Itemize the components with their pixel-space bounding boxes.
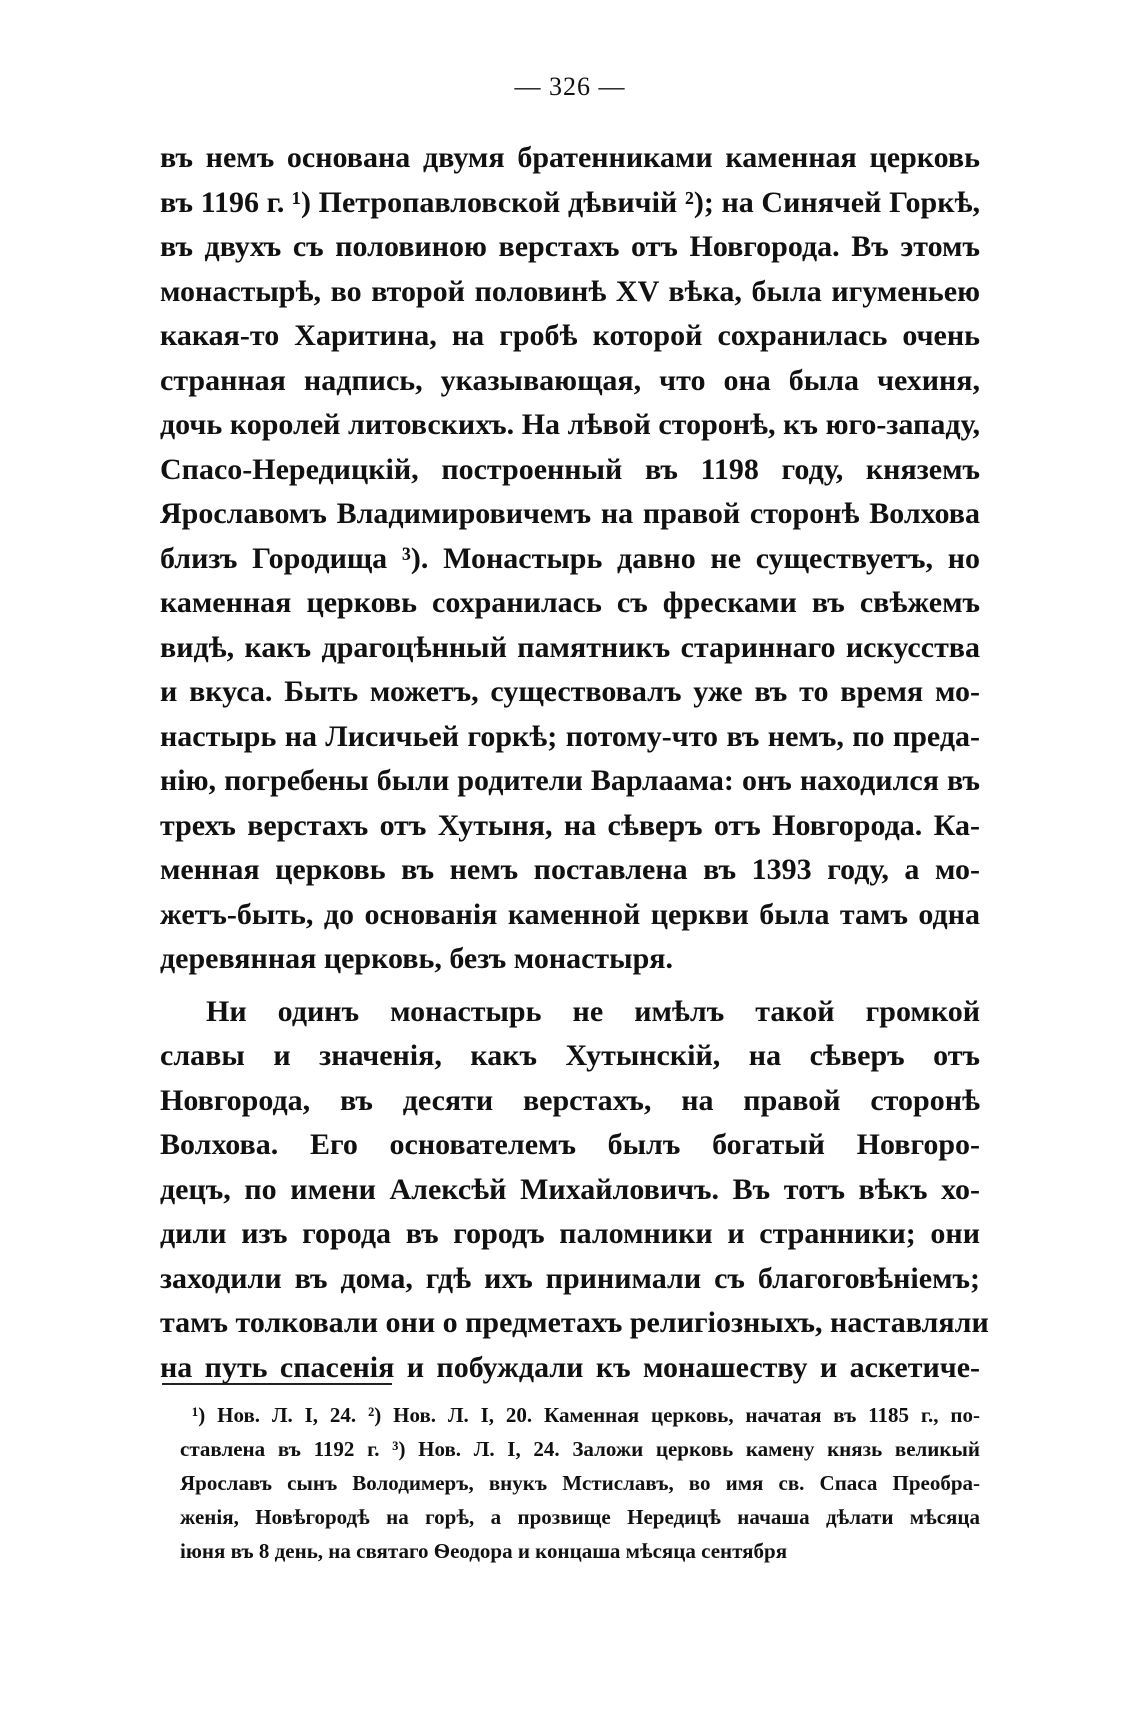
text-line: Волхова. Его основателемъ былъ богатый Новгоро- xyxy=(160,1128,980,1161)
text-line: въ двухъ съ половиною верстахъ отъ Новгорода. Въ этомъ xyxy=(160,230,980,263)
text-line: на путь спасенія и побуждали къ монашеству и аскетиче- xyxy=(160,1350,980,1384)
text-line: дочь королей литовскихъ. На лѣвой сторонѣ, къ юго-западу, xyxy=(160,408,980,441)
text-line: странная надпись, указывающая, что она была чехиня, xyxy=(160,363,980,397)
text-line: славы и значенія, какъ Хутынскій, на сѣверъ отъ xyxy=(160,1039,980,1072)
text-line: какая-то Харитина, на гробѣ которой сохранилась очень xyxy=(160,319,980,352)
text-line: близъ Городища ³). Монастырь давно не существуетъ, но xyxy=(160,541,980,575)
page-number: — 326 — xyxy=(514,72,626,101)
text-line: деревянная церковь, безъ монастыря. xyxy=(160,942,673,975)
footnote-line: Ярославъ сынъ Володимеръ, внукъ Мстиславъ, во имя св. Спаса Преобра- xyxy=(180,1471,980,1495)
text-line: монастырѣ, во второй половинѣ XV вѣка, была игуменьею xyxy=(160,274,980,308)
text-line: Ни одинъ монастырь не имѣлъ такой громкой xyxy=(206,994,980,1028)
text-line: дили изъ города въ городъ паломники и странники; они xyxy=(160,1217,980,1250)
text-line: каменная церковь сохранилась съ фресками въ свѣжемъ xyxy=(160,586,980,619)
footnote-divider xyxy=(162,1383,392,1385)
text-line: настырь на Лисичьей горкѣ; потому-что въ немъ, по преда- xyxy=(160,719,980,753)
text-line: трехъ верстахъ отъ Хутыня, на сѣверъ отъ Новгорода. Ка- xyxy=(160,808,980,842)
paragraph-2 xyxy=(160,990,989,1391)
text-line: децъ, по имени Алексѣй Михайловичъ. Въ тотъ вѣкъ хо- xyxy=(160,1172,980,1206)
footnote-line: ставлена въ 1192 г. ³) Нов. Л. I, 24. Заложи церковь камену князь великый xyxy=(180,1437,980,1461)
text-line: въ немъ основана двумя братенниками каменная церковь xyxy=(160,141,980,174)
footnote-line: ¹) Нов. Л. I, 24. ²) Нов. Л. I, 20. Каменная церковь, начатая въ 1185 г., по- xyxy=(192,1403,980,1427)
text-line: жетъ-быть, до основанія каменной церкви была тамъ одна xyxy=(160,897,980,931)
text-line: тамъ толковали они о предметахъ религіозныхъ, наставляли xyxy=(160,1306,989,1339)
footnote-line: іюня въ 8 день, на святаго Ѳеодора и концаша мѣсяца сентября xyxy=(180,1539,788,1563)
text-line: нію, погребены были родители Варлаама: онъ находился въ xyxy=(160,764,980,797)
text-line: въ 1196 г. ¹) Петропавловской дѣвичій ²); на Синячей Горкѣ, xyxy=(160,185,980,219)
paragraph-gap xyxy=(160,982,980,990)
text-line: заходили въ дома, гдѣ ихъ принимали съ благоговѣніемъ; xyxy=(160,1261,980,1295)
main-text xyxy=(160,136,989,1390)
text-line: Ярославомъ Владимировичемъ на правой сторонѣ Волхова xyxy=(160,497,980,530)
paragraph-1 xyxy=(160,136,980,982)
text-line: Новгорода, въ десяти верстахъ, на правой сторонѣ xyxy=(160,1083,980,1117)
footnote-line: женія, Новѣгородѣ на горѣ, а прозвище Нередицѣ начаша дѣлати мѣсяца xyxy=(180,1505,980,1529)
text-line: Спасо-Нередицкій, построенный въ 1198 году, княземъ xyxy=(160,452,980,486)
text-line: видѣ, какъ драгоцѣнный памятникъ стариннаго искусства xyxy=(160,630,980,664)
text-line: и вкуса. Быть можетъ, существовалъ уже въ то время мо- xyxy=(160,675,980,708)
text-line: менная церковь въ немъ поставлена въ 1393 году, а мо- xyxy=(160,853,980,886)
footnotes xyxy=(180,1398,980,1568)
